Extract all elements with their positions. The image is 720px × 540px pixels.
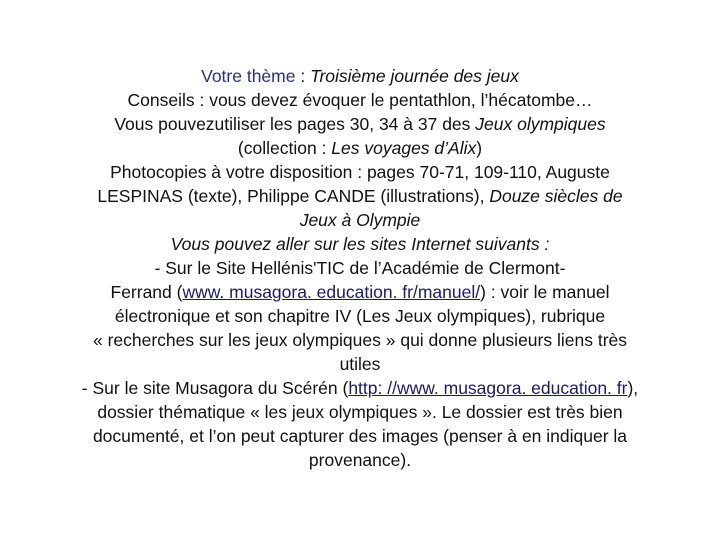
advice-line: Conseils : vous devez évoquer le pentathlon, l’hécatombe… bbox=[127, 90, 593, 110]
site1-prefix: Ferrand ( bbox=[110, 282, 183, 302]
site2-line-3: documenté, et l’on peut capturer des images (penser à en indiquer la bbox=[92, 426, 628, 446]
book-title: Jeux olympiques bbox=[475, 114, 606, 134]
theme-title: Troisième journée des jeux bbox=[310, 66, 519, 86]
site1-line-4: « recherches sur les jeux olympiques » qui donne plusieurs liens très bbox=[92, 330, 628, 350]
internet-intro bbox=[20, 232, 700, 256]
site1-suffix: ) : voir le manuel bbox=[480, 282, 610, 302]
collection-name: Les voyages d’Alix bbox=[331, 138, 477, 158]
collection-line bbox=[20, 136, 700, 160]
site1-line-2 bbox=[20, 280, 700, 304]
theme-separator: : bbox=[295, 66, 311, 86]
collection-close: ) bbox=[476, 138, 483, 158]
pages-line bbox=[20, 112, 700, 136]
photocopies-line-2 bbox=[20, 184, 700, 208]
photocopies-line-3 bbox=[20, 208, 700, 232]
collection-open: (collection : bbox=[237, 138, 332, 158]
photocopies-line-1: Photocopies à votre disposition : pages 70-71, 109-110, Auguste bbox=[110, 162, 610, 182]
site2-line-4: provenance). bbox=[308, 450, 412, 470]
site2-line-2: dossier thématique « les jeux olympiques ». Le dossier est très bien bbox=[97, 402, 623, 422]
site1-line-5: utiles bbox=[339, 354, 381, 374]
photocopies-title-part-1: Douze siècles de bbox=[489, 186, 623, 206]
site2-line-1 bbox=[20, 376, 700, 400]
pages-prefix: Vous pouvezutiliser les pages 30, 34 à 37 des bbox=[114, 114, 476, 134]
internet-intro-text: Vous pouvez aller sur les sites Internet suivants : bbox=[170, 234, 550, 254]
site1-link[interactable]: www. musagora. education. fr/manuel/ bbox=[182, 282, 481, 302]
photocopies-credits: LESPINAS (texte), Philippe CANDE (illustrations), bbox=[97, 186, 490, 206]
site1-line-1: - Sur le Site Hellénis'TIC de l’Académie de Clermont- bbox=[154, 258, 566, 278]
theme-line bbox=[20, 64, 700, 88]
site1-line-3: électronique et son chapitre IV (Les Jeux olympiques), rubrique bbox=[114, 306, 606, 326]
theme-label: Votre thème bbox=[201, 66, 296, 86]
site2-suffix: ), bbox=[627, 378, 639, 398]
site2-prefix: - Sur le site Musagora du Scérén ( bbox=[81, 378, 349, 398]
photocopies-title-part-2: Jeux à Olympie bbox=[299, 210, 421, 230]
site2-link[interactable]: http: //www. musagora. education. fr bbox=[348, 378, 628, 398]
slide-text bbox=[20, 64, 700, 472]
